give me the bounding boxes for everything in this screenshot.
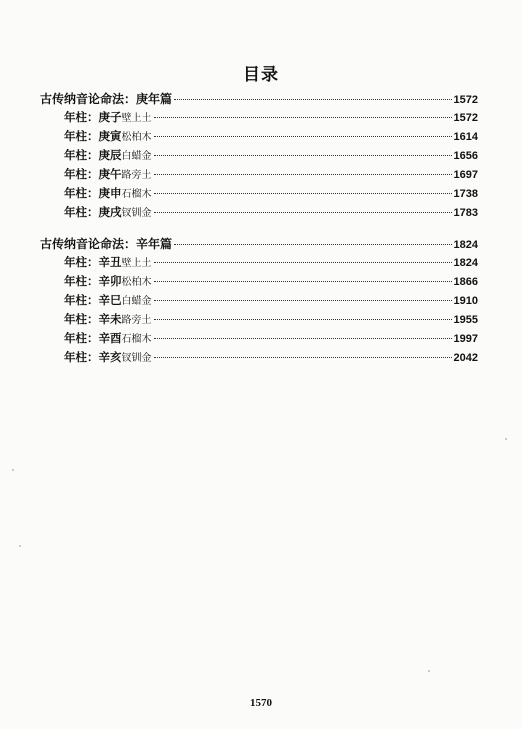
entry-nayin: 路旁土: [121, 170, 152, 181]
entry-prefix: 年柱：: [64, 205, 99, 219]
entry-nayin: 石榴木: [121, 189, 152, 200]
dot-leader: [154, 281, 452, 282]
toc-entry[interactable]: [40, 273, 478, 292]
entry-prefix: 年柱：: [64, 312, 99, 326]
dot-leader: [174, 99, 452, 100]
entry-nayin: 路旁土: [121, 315, 152, 326]
dot-leader: [154, 212, 452, 213]
entry-nayin: 壁上土: [121, 258, 152, 269]
entry-prefix: 年柱：: [64, 129, 99, 143]
entry-ganzhi: 庚辰: [98, 148, 122, 162]
entry-nayin: 白蜡金: [121, 151, 152, 162]
entry-nayin: 松柏木: [121, 132, 152, 143]
entry-prefix: 年柱：: [64, 110, 99, 124]
page-number: 1910: [453, 295, 478, 307]
dot-leader: [154, 262, 452, 263]
toc-section-heading[interactable]: [40, 90, 478, 109]
dot-leader: [154, 300, 452, 301]
entry-nayin: 壁上土: [121, 113, 152, 124]
page-number: 1824: [453, 239, 478, 251]
toc-entry[interactable]: [40, 330, 478, 349]
dot-leader: [154, 319, 452, 320]
page-folio: 1570: [250, 697, 272, 709]
page-number: 1997: [453, 333, 478, 345]
entry-nayin: 石榴木: [121, 334, 152, 345]
page-number: 1824: [453, 257, 478, 269]
entry-nayin: 白蜡金: [121, 296, 152, 307]
dot-leader: [154, 338, 452, 339]
scan-speck: [19, 545, 21, 547]
dot-leader: [154, 155, 452, 156]
entry-nayin: 钗钏金: [121, 353, 152, 364]
dot-leader: [154, 136, 452, 137]
toc-entry[interactable]: [40, 109, 478, 128]
toc-section-heading[interactable]: [40, 235, 478, 254]
page-number: 1656: [453, 150, 478, 162]
entry-ganzhi: 庚戌: [98, 205, 122, 219]
toc-entry[interactable]: [40, 311, 478, 330]
toc-entry[interactable]: [40, 349, 478, 368]
toc-entry[interactable]: [40, 128, 478, 147]
dot-leader: [174, 244, 452, 245]
page-number: 1866: [453, 276, 478, 288]
page-number: 1614: [453, 131, 478, 143]
entry-prefix: 年柱：: [64, 293, 99, 307]
page-number: 1783: [453, 207, 478, 219]
toc-section-geng: [40, 90, 478, 223]
page-number: 2042: [453, 352, 478, 364]
dot-leader: [154, 117, 452, 118]
scan-speck: [505, 438, 507, 440]
dot-leader: [154, 357, 452, 358]
entry-ganzhi: 庚午: [98, 167, 122, 181]
entry-prefix: 年柱：: [64, 148, 99, 162]
entry-prefix: 年柱：: [64, 255, 99, 269]
entry-ganzhi: 庚申: [98, 186, 122, 200]
entry-prefix: 年柱：: [64, 186, 99, 200]
page-title: 目录: [243, 65, 279, 85]
section-label: 古传纳音论命法：庚年篇: [40, 92, 173, 106]
page-number: 1572: [453, 112, 478, 124]
entry-nayin: 松柏木: [121, 277, 152, 288]
entry-ganzhi: 辛丑: [98, 255, 122, 269]
entry-ganzhi: 辛卯: [98, 274, 122, 288]
toc-entry[interactable]: [40, 147, 478, 166]
entry-nayin: 钗钏金: [121, 208, 152, 219]
entry-ganzhi: 辛未: [98, 312, 122, 326]
entry-prefix: 年柱：: [64, 274, 99, 288]
entry-ganzhi: 辛巳: [98, 293, 122, 307]
toc-entry[interactable]: [40, 204, 478, 223]
toc-entry[interactable]: [40, 185, 478, 204]
page-number: 1572: [453, 94, 478, 106]
toc-entry[interactable]: [40, 254, 478, 273]
dot-leader: [154, 174, 452, 175]
page-number: 1697: [453, 169, 478, 181]
entry-ganzhi: 辛亥: [98, 350, 122, 364]
dot-leader: [154, 193, 452, 194]
entry-prefix: 年柱：: [64, 167, 99, 181]
page-number: 1955: [453, 314, 478, 326]
scan-speck: [12, 469, 14, 471]
entry-ganzhi: 辛酉: [98, 331, 122, 345]
scan-speck: [428, 670, 430, 672]
entry-ganzhi: 庚子: [98, 110, 122, 124]
section-label: 古传纳音论命法：辛年篇: [40, 237, 173, 251]
page-number: 1738: [453, 188, 478, 200]
entry-prefix: 年柱：: [64, 350, 99, 364]
toc-entry[interactable]: [40, 166, 478, 185]
entry-ganzhi: 庚寅: [98, 129, 122, 143]
toc-section-xin: [40, 235, 478, 368]
toc-entry[interactable]: [40, 292, 478, 311]
entry-prefix: 年柱：: [64, 331, 99, 345]
